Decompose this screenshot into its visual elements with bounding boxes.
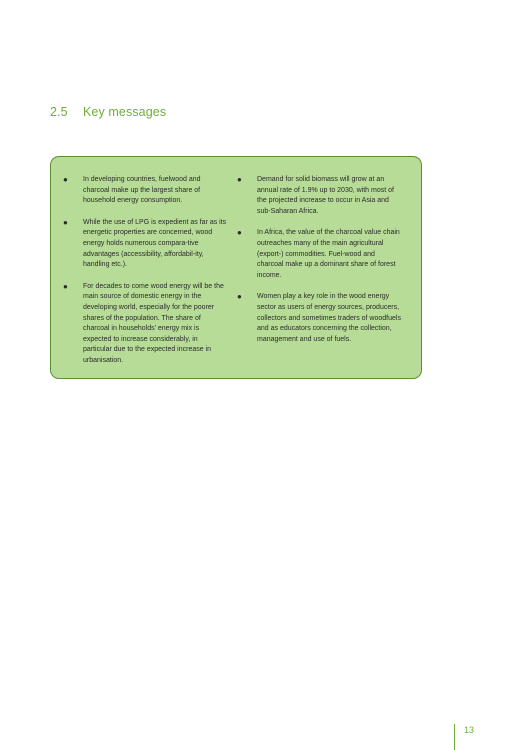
section-title: Key messages bbox=[83, 105, 167, 119]
message-text: For decades to come wood energy will be the main source of domestic energy in the developing world, especially for the poorer shares of the population. The share of charcoal in households’ energy mix is expected to increase considerably, in particular due to the expected increase in urbanisation. bbox=[83, 282, 224, 364]
list-item bbox=[237, 228, 402, 281]
section-number: 2.5 bbox=[50, 105, 68, 119]
list-item bbox=[63, 217, 228, 271]
message-text: In Africa, the value of the charcoal value chain outreaches many of the main agricultural (export-) commodities. Fuel-wood and charcoal make up a dominant share of forest income. bbox=[257, 229, 400, 279]
list-item bbox=[63, 175, 228, 207]
bullet-icon: ● bbox=[237, 228, 242, 238]
message-text: In developing countries, fuelwood and charcoal make up the largest share of household energy consumption. bbox=[83, 176, 201, 205]
bullet-icon: ● bbox=[63, 175, 68, 184]
key-messages-box bbox=[50, 156, 422, 379]
bullet-icon: ● bbox=[237, 175, 242, 184]
page-number-rule bbox=[454, 724, 455, 750]
section-heading bbox=[50, 105, 166, 119]
bullet-icon: ● bbox=[63, 281, 68, 291]
list-item bbox=[237, 175, 402, 217]
bullet-icon: ● bbox=[237, 292, 242, 302]
message-text: Demand for solid biomass will grow at an annual rate of 1.9% up to 2030, with most of the projected increase to occur in Asia and sub-Saharan Africa. bbox=[257, 176, 394, 215]
key-messages-left-column bbox=[63, 175, 228, 378]
message-text: While the use of LPG is expedient as far as its energetic properties are concerned, wood energy holds numerous compara-tive advantages (accessibility, affordabil-ity, handling etc.). bbox=[83, 218, 227, 269]
key-messages-right-column bbox=[237, 175, 402, 356]
bullet-icon: ● bbox=[63, 217, 68, 227]
list-item bbox=[63, 281, 228, 367]
list-item bbox=[237, 292, 402, 345]
page-number: 13 bbox=[464, 725, 475, 735]
message-text: Women play a key role in the wood energy sector as users of energy sources, producers, collectors and sometimes traders of woodfuels and as educators concerning the collection, management and use of fuels. bbox=[257, 293, 401, 343]
